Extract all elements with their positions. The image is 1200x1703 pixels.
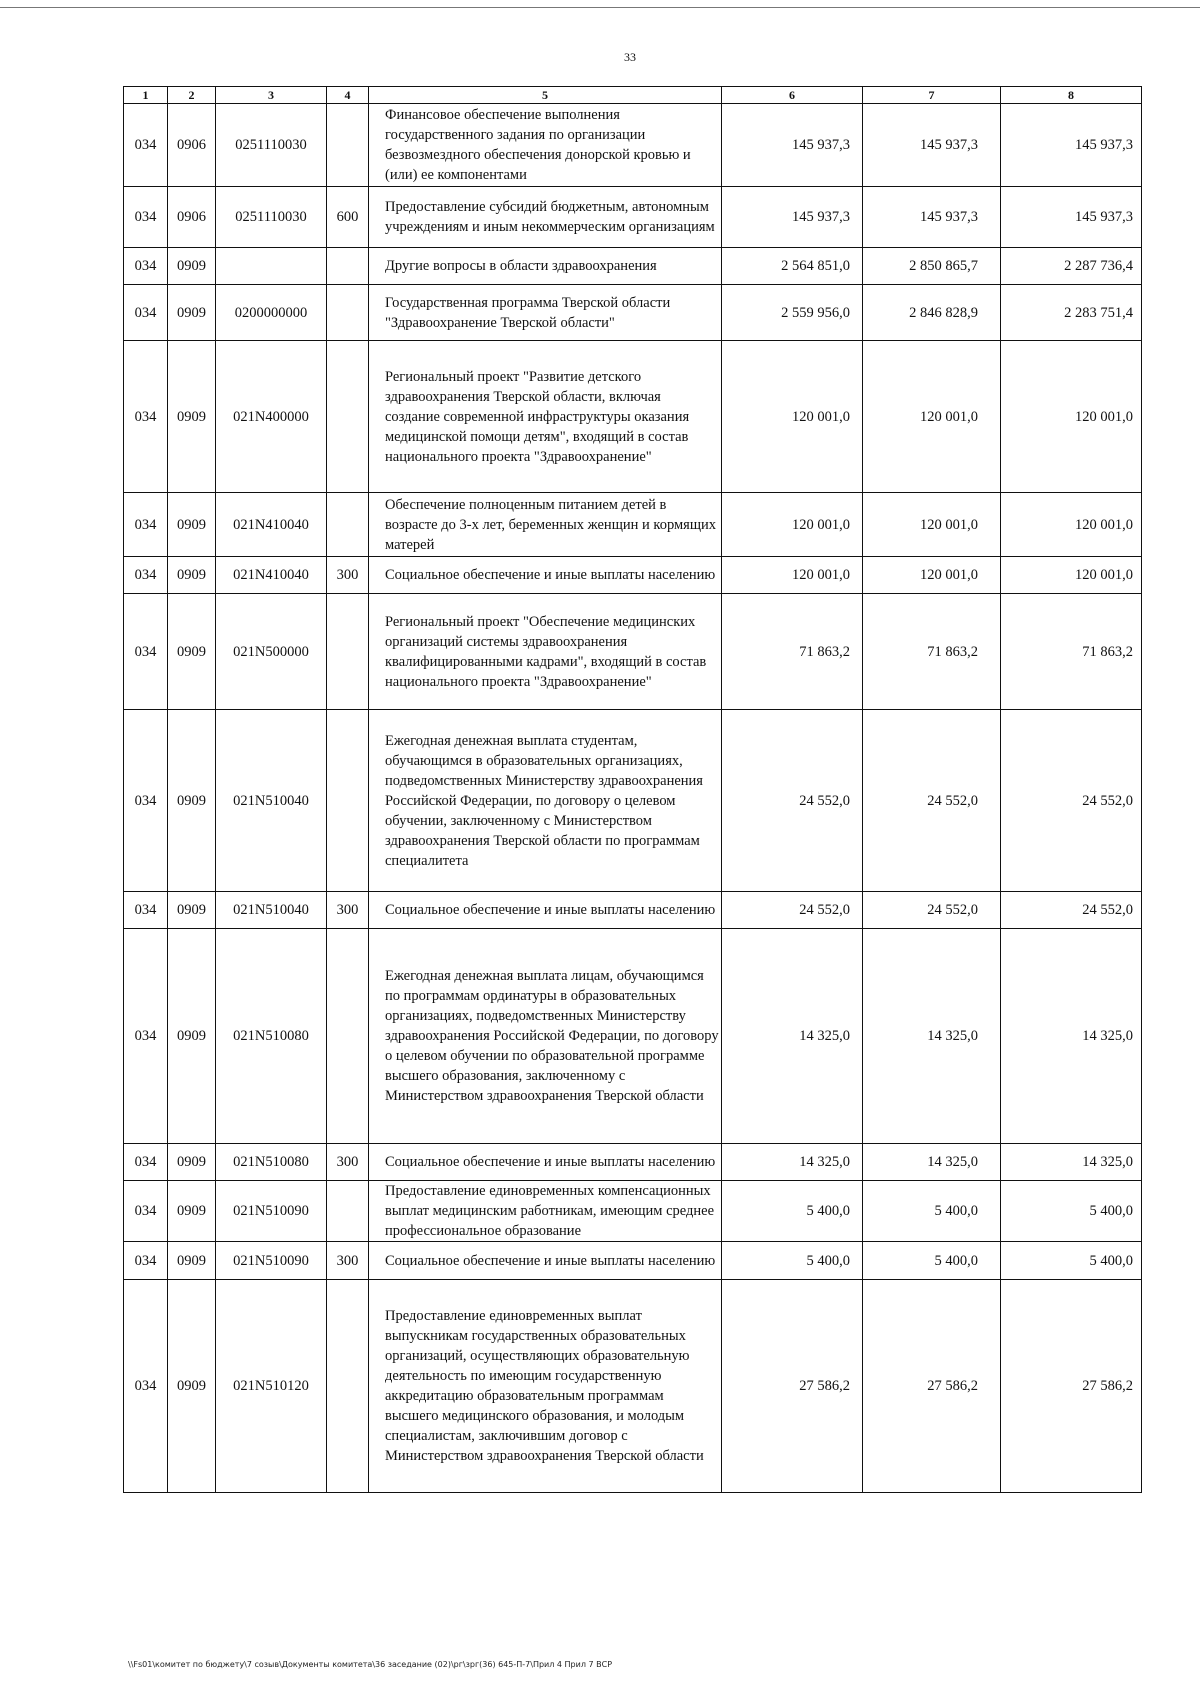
header-cell: 1 (124, 87, 168, 104)
table-row (124, 341, 1142, 493)
header-cell: 3 (216, 87, 327, 104)
admin-code-cell: 034 (124, 285, 168, 341)
section-code-cell: 0909 (168, 248, 216, 285)
expense-type-cell (327, 493, 369, 557)
description-cell: Социальное обеспечение и иные выплаты населению (369, 1242, 722, 1280)
amount-year2-cell: 14 325,0 (863, 929, 1001, 1144)
table-row (124, 1181, 1142, 1242)
amount-year3-cell: 27 586,2 (1001, 1280, 1142, 1493)
header-cell: 2 (168, 87, 216, 104)
table-header-row (124, 87, 1142, 104)
admin-code-cell: 034 (124, 1242, 168, 1280)
expense-type-cell (327, 594, 369, 710)
description-cell: Ежегодная денежная выплата лицам, обучающимся по программам ординатуры в образовательных организациях, подведомственных Министерству здравоохранения Российской Федерации, по договору о целевом обучении по образовательной программе высшего образования, заключенному с Министерством здравоохранения Тверской области (369, 929, 722, 1144)
amount-year3-cell: 14 325,0 (1001, 929, 1142, 1144)
admin-code-cell: 034 (124, 594, 168, 710)
expense-type-cell: 300 (327, 1242, 369, 1280)
amount-year2-cell: 120 001,0 (863, 557, 1001, 594)
page-number: 33 (624, 50, 636, 64)
target-code-cell: 0251110030 (216, 104, 327, 187)
amount-year2-cell: 2 846 828,9 (863, 285, 1001, 341)
expense-type-cell (327, 1280, 369, 1493)
description-cell: Социальное обеспечение и иные выплаты населению (369, 892, 722, 929)
header-cell: 7 (863, 87, 1001, 104)
target-code-cell: 021N510080 (216, 1144, 327, 1181)
table-row (124, 1242, 1142, 1280)
section-code-cell: 0909 (168, 929, 216, 1144)
admin-code-cell: 034 (124, 187, 168, 248)
amount-year1-cell: 5 400,0 (722, 1181, 863, 1242)
description-cell: Другие вопросы в области здравоохранения (369, 248, 722, 285)
amount-year1-cell: 71 863,2 (722, 594, 863, 710)
section-code-cell: 0909 (168, 285, 216, 341)
section-code-cell: 0909 (168, 1280, 216, 1493)
expense-type-cell: 300 (327, 1144, 369, 1181)
target-code-cell (216, 248, 327, 285)
amount-year3-cell: 5 400,0 (1001, 1242, 1142, 1280)
section-code-cell: 0909 (168, 710, 216, 892)
description-cell: Предоставление единовременных выплат выпускникам государственных образовательных организаций, осуществляющих образовательную деятельность по имеющим государственную аккредитацию образовательным программам высшего медицинского образования, и молодым специалистам, заключившим договор с Министерством здравоохранения Тверской области (369, 1280, 722, 1493)
admin-code-cell: 034 (124, 557, 168, 594)
description-cell: Финансовое обеспечение выполнения государственного задания по организации безвозмездного обеспечения донорской кровью и (или) ее компонентами (369, 104, 722, 187)
section-code-cell: 0909 (168, 1242, 216, 1280)
table-row (124, 493, 1142, 557)
section-code-cell: 0909 (168, 341, 216, 493)
admin-code-cell: 034 (124, 341, 168, 493)
amount-year3-cell: 120 001,0 (1001, 493, 1142, 557)
budget-table (123, 86, 1142, 1493)
amount-year2-cell: 120 001,0 (863, 341, 1001, 493)
table-row (124, 285, 1142, 341)
description-cell: Региональный проект "Развитие детского здравоохранения Тверской области, включая создание современной инфраструктуры оказания медицинской помощи детям", входящий в состав национального проекта "Здравоохранение" (369, 341, 722, 493)
amount-year2-cell: 24 552,0 (863, 892, 1001, 929)
amount-year2-cell: 71 863,2 (863, 594, 1001, 710)
target-code-cell: 021N510040 (216, 892, 327, 929)
section-code-cell: 0909 (168, 1144, 216, 1181)
admin-code-cell: 034 (124, 710, 168, 892)
amount-year1-cell: 14 325,0 (722, 1144, 863, 1181)
amount-year2-cell: 24 552,0 (863, 710, 1001, 892)
amount-year3-cell: 120 001,0 (1001, 557, 1142, 594)
amount-year1-cell: 145 937,3 (722, 104, 863, 187)
amount-year1-cell: 14 325,0 (722, 929, 863, 1144)
amount-year3-cell: 71 863,2 (1001, 594, 1142, 710)
expense-type-cell (327, 285, 369, 341)
header-cell: 5 (369, 87, 722, 104)
footer-file-path: \\Fs01\комитет по бюджету\7 созыв\Документы комитета\36 заседание (02)\рг\зрг(36) 645-П-7\Прил 4 Прил 7 ВСР (128, 1660, 613, 1669)
target-code-cell: 021N410040 (216, 557, 327, 594)
description-cell: Предоставление субсидий бюджетным, автономным учреждениям и иным некоммерческим организациям (369, 187, 722, 248)
admin-code-cell: 034 (124, 1144, 168, 1181)
section-code-cell: 0909 (168, 892, 216, 929)
admin-code-cell: 034 (124, 104, 168, 187)
admin-code-cell: 034 (124, 892, 168, 929)
amount-year2-cell: 14 325,0 (863, 1144, 1001, 1181)
amount-year3-cell: 24 552,0 (1001, 892, 1142, 929)
target-code-cell: 021N510080 (216, 929, 327, 1144)
target-code-cell: 0200000000 (216, 285, 327, 341)
amount-year3-cell: 2 287 736,4 (1001, 248, 1142, 285)
amount-year3-cell: 2 283 751,4 (1001, 285, 1142, 341)
expense-type-cell (327, 929, 369, 1144)
description-cell: Социальное обеспечение и иные выплаты населению (369, 1144, 722, 1181)
table-row (124, 594, 1142, 710)
amount-year1-cell: 145 937,3 (722, 187, 863, 248)
admin-code-cell: 034 (124, 248, 168, 285)
description-cell: Государственная программа Тверской области "Здравоохранение Тверской области" (369, 285, 722, 341)
description-cell: Предоставление единовременных компенсационных выплат медицинским работникам, имеющим среднее профессиональное образование (369, 1181, 722, 1242)
amount-year2-cell: 120 001,0 (863, 493, 1001, 557)
target-code-cell: 0251110030 (216, 187, 327, 248)
amount-year2-cell: 2 850 865,7 (863, 248, 1001, 285)
table-row (124, 248, 1142, 285)
target-code-cell: 021N400000 (216, 341, 327, 493)
amount-year3-cell: 14 325,0 (1001, 1144, 1142, 1181)
target-code-cell: 021N510040 (216, 710, 327, 892)
admin-code-cell: 034 (124, 493, 168, 557)
amount-year1-cell: 24 552,0 (722, 892, 863, 929)
target-code-cell: 021N510090 (216, 1181, 327, 1242)
admin-code-cell: 034 (124, 1181, 168, 1242)
expense-type-cell (327, 104, 369, 187)
table-row (124, 1144, 1142, 1181)
table-row (124, 104, 1142, 187)
target-code-cell: 021N500000 (216, 594, 327, 710)
table-row (124, 1280, 1142, 1493)
target-code-cell: 021N510120 (216, 1280, 327, 1493)
amount-year2-cell: 145 937,3 (863, 104, 1001, 187)
header-cell: 4 (327, 87, 369, 104)
amount-year1-cell: 24 552,0 (722, 710, 863, 892)
admin-code-cell: 034 (124, 1280, 168, 1493)
header-cell: 6 (722, 87, 863, 104)
expense-type-cell (327, 710, 369, 892)
table-row (124, 929, 1142, 1144)
amount-year3-cell: 5 400,0 (1001, 1181, 1142, 1242)
amount-year1-cell: 120 001,0 (722, 557, 863, 594)
section-code-cell: 0909 (168, 1181, 216, 1242)
table-row (124, 892, 1142, 929)
amount-year2-cell: 5 400,0 (863, 1181, 1001, 1242)
amount-year3-cell: 120 001,0 (1001, 341, 1142, 493)
description-cell: Обеспечение полноценным питанием детей в возрасте до 3-х лет, беременных женщин и кормящих матерей (369, 493, 722, 557)
section-code-cell: 0909 (168, 493, 216, 557)
amount-year2-cell: 5 400,0 (863, 1242, 1001, 1280)
description-cell: Социальное обеспечение и иные выплаты населению (369, 557, 722, 594)
target-code-cell: 021N510090 (216, 1242, 327, 1280)
header-cell: 8 (1001, 87, 1142, 104)
amount-year2-cell: 145 937,3 (863, 187, 1001, 248)
description-cell: Региональный проект "Обеспечение медицинских организаций системы здравоохранения квалифицированными кадрами", входящий в состав национального проекта "Здравоохранение" (369, 594, 722, 710)
amount-year3-cell: 145 937,3 (1001, 187, 1142, 248)
table-row (124, 710, 1142, 892)
table-row (124, 187, 1142, 248)
section-code-cell: 0909 (168, 557, 216, 594)
amount-year1-cell: 2 559 956,0 (722, 285, 863, 341)
section-code-cell: 0909 (168, 594, 216, 710)
amount-year2-cell: 27 586,2 (863, 1280, 1001, 1493)
section-code-cell: 0906 (168, 104, 216, 187)
expense-type-cell (327, 341, 369, 493)
amount-year1-cell: 120 001,0 (722, 341, 863, 493)
expense-type-cell: 300 (327, 557, 369, 594)
scan-edge-line (0, 7, 1200, 8)
amount-year3-cell: 145 937,3 (1001, 104, 1142, 187)
section-code-cell: 0906 (168, 187, 216, 248)
amount-year3-cell: 24 552,0 (1001, 710, 1142, 892)
expense-type-cell (327, 1181, 369, 1242)
description-cell: Ежегодная денежная выплата студентам, обучающимся в образовательных организациях, подведомственных Министерству здравоохранения Российской Федерации, по договору о целевом обучении, заключенному с Министерством здравоохранения Тверской области по программам специалитета (369, 710, 722, 892)
amount-year1-cell: 27 586,2 (722, 1280, 863, 1493)
expense-type-cell: 600 (327, 187, 369, 248)
amount-year1-cell: 5 400,0 (722, 1242, 863, 1280)
target-code-cell: 021N410040 (216, 493, 327, 557)
expense-type-cell: 300 (327, 892, 369, 929)
table-row (124, 557, 1142, 594)
expense-type-cell (327, 248, 369, 285)
amount-year1-cell: 2 564 851,0 (722, 248, 863, 285)
admin-code-cell: 034 (124, 929, 168, 1144)
amount-year1-cell: 120 001,0 (722, 493, 863, 557)
